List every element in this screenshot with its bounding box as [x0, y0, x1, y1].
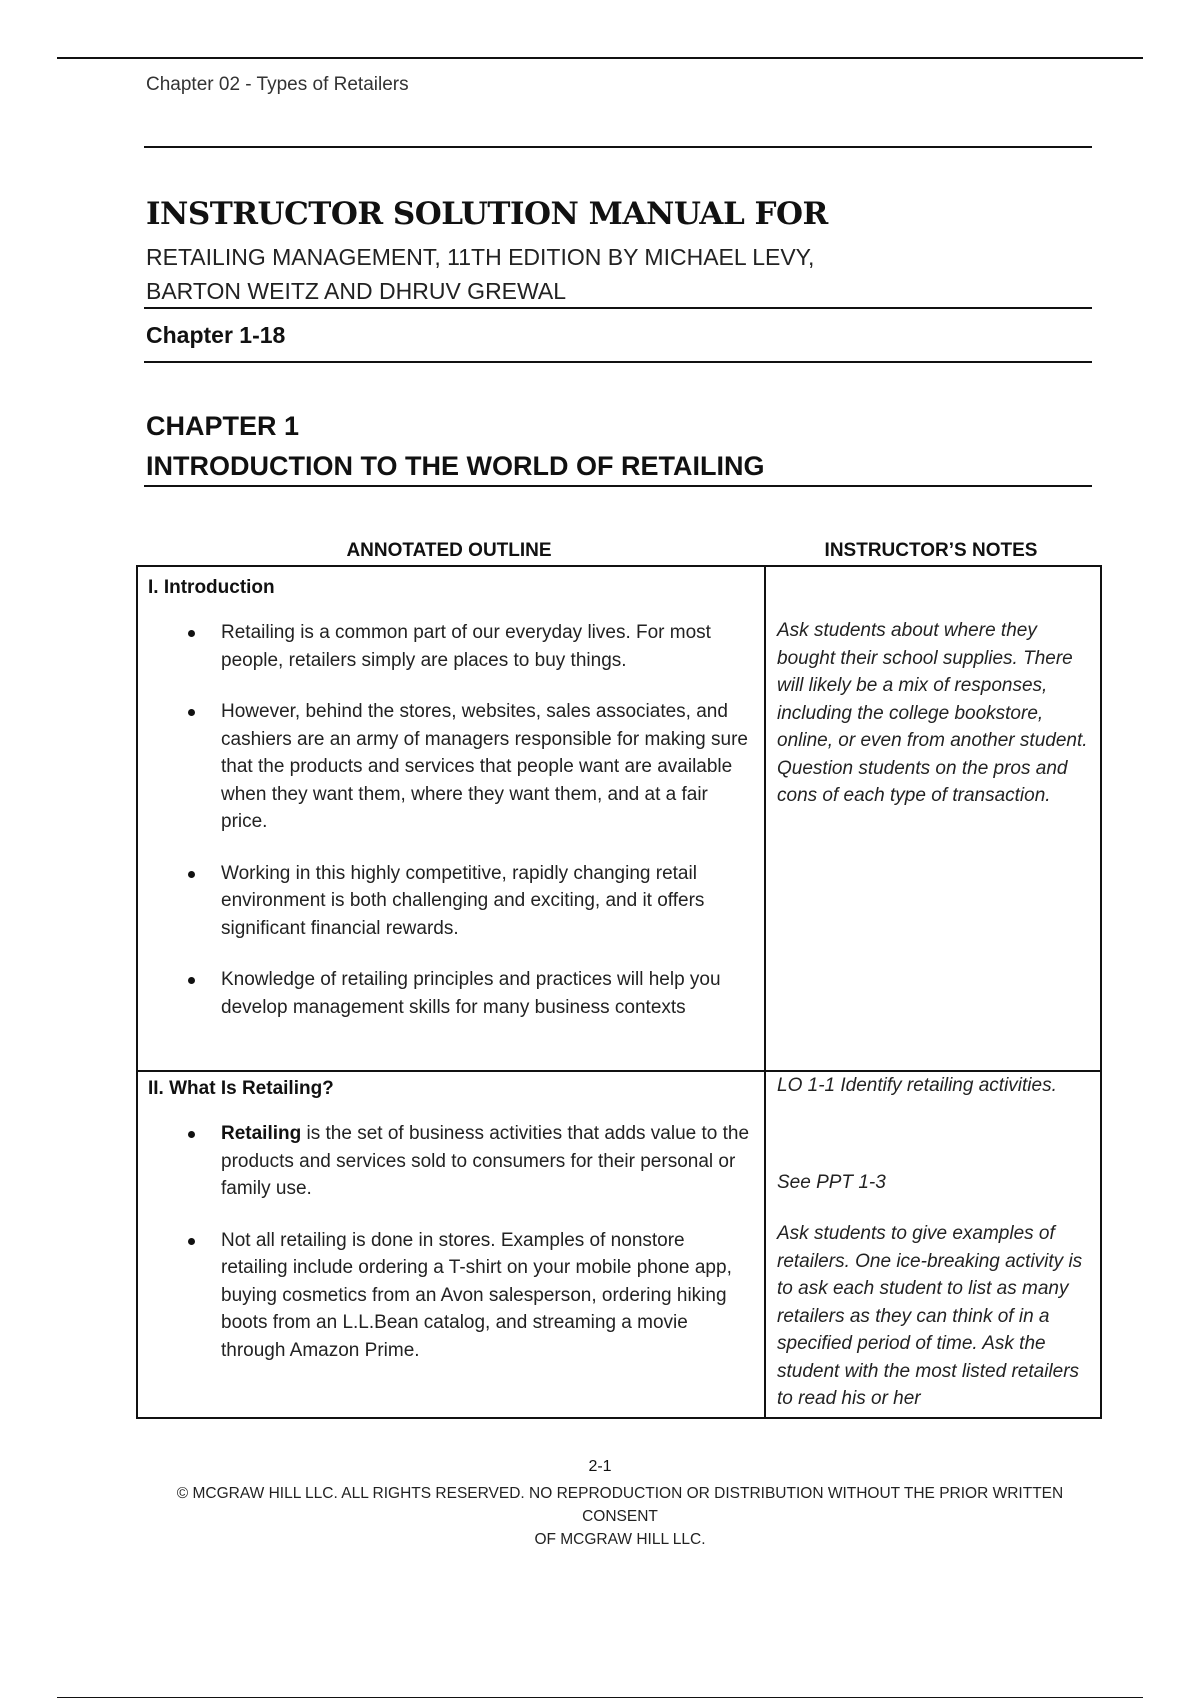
bullet-list: [138, 1120, 764, 1364]
top-rule: [57, 57, 1143, 59]
notes-cell-introduction: [765, 566, 1101, 1071]
page-number: 2-1: [588, 1458, 612, 1475]
table-row: [137, 566, 1101, 1071]
chapter-number: CHAPTER 1: [146, 411, 300, 441]
instructor-note: Ask students to give examples of retailers. One ice-breaking activity is to ask each student to list as many retailers as they can think of in a specified period of time. Ask the student with the most listed retailers to read his or her: [777, 1223, 1083, 1409]
list-item: Knowledge of retailing principles and practices will help you develop management skills for many business contexts: [138, 966, 764, 1021]
chapter-range-rule: [144, 361, 1092, 363]
document-title: INSTRUCTOR SOLUTION MANUAL FOR: [146, 196, 828, 232]
bottom-rule: [57, 1697, 1143, 1698]
chapter-heading-rule: [144, 485, 1092, 487]
chapter-heading: [146, 406, 764, 486]
list-item: However, behind the stores, websites, sales associates, and cashiers are an army of managers responsible for making sure that the products and services that people want are available when they want them, where they want them, and at a fair price.: [138, 698, 764, 836]
section-title: II. What Is Retailing?: [148, 1078, 334, 1099]
list-item: Retailing is a common part of our everyday lives. For most people, retailers simply are places to buy things.: [138, 619, 764, 674]
subtitle-line-1: RETAILING MANAGEMENT, 11TH EDITION BY MICHAEL LEVY,: [146, 244, 815, 270]
notes-cell-what-is-retailing: [765, 1071, 1101, 1418]
copyright-line-2: OF MCGRAW HILL LLC.: [534, 1531, 706, 1548]
running-head: Chapter 02 - Types of Retailers: [146, 74, 409, 95]
outline-cell-introduction: [137, 566, 765, 1071]
column-heading-notes: INSTRUCTOR’S NOTES: [824, 540, 1038, 561]
copyright-notice: [140, 1482, 1100, 1551]
list-item: [138, 1120, 764, 1203]
chapter-name: INTRODUCTION TO THE WORLD OF RETAILING: [146, 451, 765, 481]
column-heading-outline: ANNOTATED OUTLINE: [346, 540, 552, 561]
header-rule: [144, 146, 1092, 148]
instructor-note: Ask students about where they bought their school supplies. There will likely be a mix of responses, including the college bookstore, online, or even from another student. Question students on the pros and cons of each type of transaction.: [777, 620, 1088, 806]
list-item: Working in this highly competitive, rapidly changing retail environment is both challenging and exciting, and it offers significant financial rewards.: [138, 860, 764, 943]
ppt-reference-note: See PPT 1-3: [777, 1171, 886, 1193]
subtitle-rule: [144, 307, 1092, 309]
table-row: [137, 1071, 1101, 1418]
term-bold: Retailing: [221, 1123, 302, 1144]
chapter-range: Chapter 1-18: [146, 322, 286, 348]
section-title: I. Introduction: [148, 577, 275, 598]
copyright-line-1: © MCGRAW HILL LLC. ALL RIGHTS RESERVED. NO REPRODUCTION OR DISTRIBUTION WITHOUT THE PRIOR WRITTEN CONSENT: [176, 1485, 1064, 1525]
term-definition: is the set of business activities that adds value to the products and services sold to consumers for their personal or family use.: [221, 1123, 750, 1199]
list-item: Not all retailing is done in stores. Examples of nonstore retailing include ordering a T-shirt on your mobile phone app, buying cosmetics from an Avon salesperson, ordering hiking boots from an L.L.Bean catalog, and streaming a movie through Amazon Prime.: [138, 1227, 764, 1365]
bullet-list: [138, 619, 764, 1021]
subtitle-line-2: BARTON WEITZ AND DHRUV GREWAL: [146, 278, 567, 304]
learning-objective-note: LO 1-1 Identify retailing activities.: [777, 1075, 1057, 1096]
outline-cell-what-is-retailing: [137, 1071, 765, 1418]
document-subtitle: [146, 240, 814, 308]
outline-table: [136, 565, 1102, 1419]
